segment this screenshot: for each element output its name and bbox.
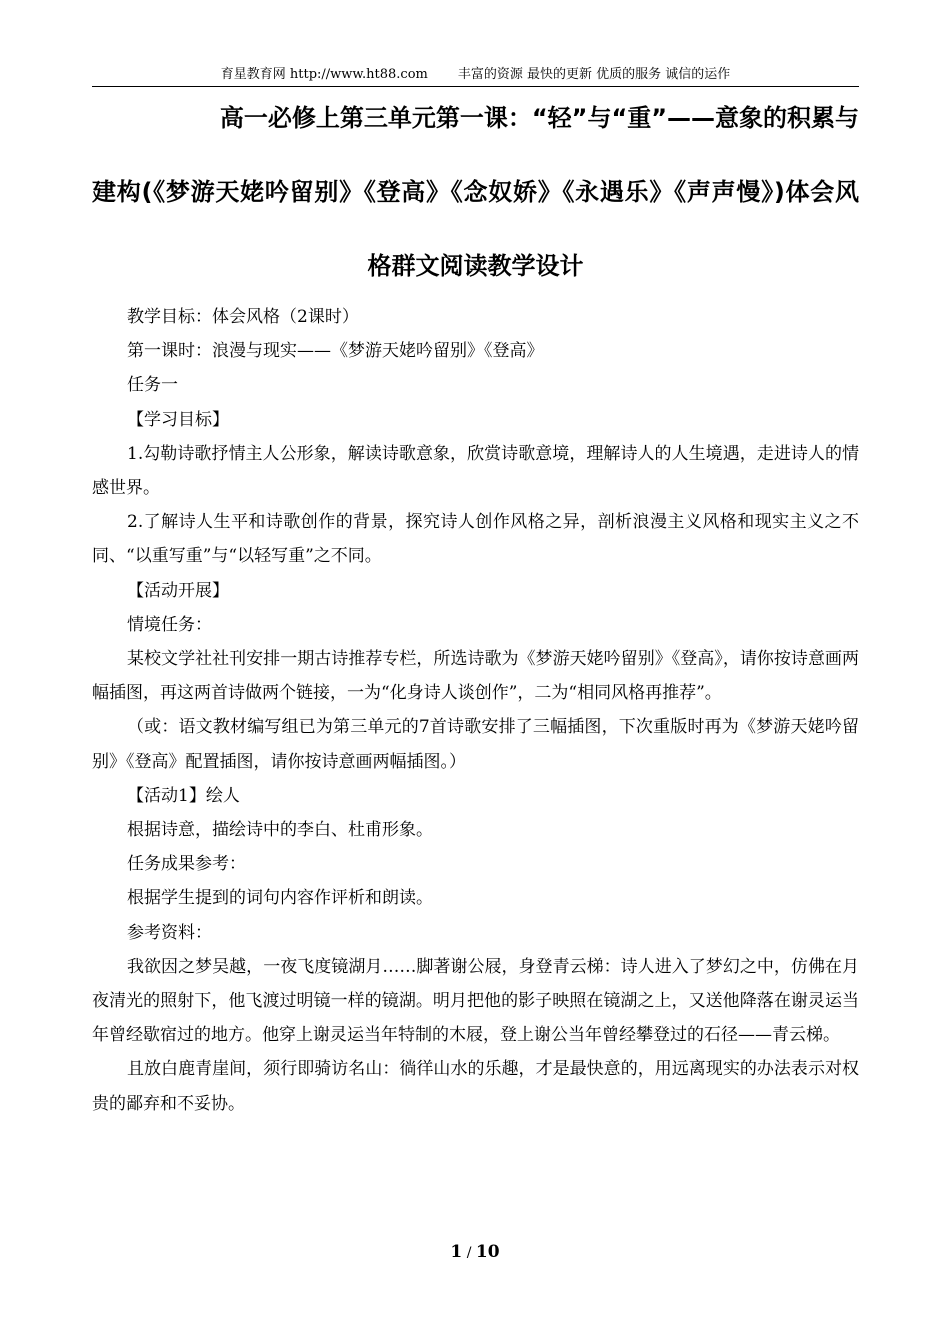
page-number <box>0 1240 950 1265</box>
task-result-label: 任务成果参考： <box>127 854 246 875</box>
document-body <box>92 300 859 1121</box>
learning-goal-2: 2.了解诗人生平和诗歌创作的背景，探究诗人创作风格之异，剖析浪漫主义风格和现实主义之不同、“以重写重”与“以轻写重”之不同。 <box>92 512 859 567</box>
reference-paragraph-2: 且放白鹿青崖间，须行即骑访名山：徜徉山水的乐趣，才是最快意的，用远离现实的办法表示对权贵的鄙弃和不妥协。 <box>92 1059 859 1114</box>
activity-1-text: 根据诗意，描绘诗中的李白、杜甫形象。 <box>127 820 433 841</box>
activity-1-heading: 【活动1】绘人 <box>127 785 240 806</box>
reference-paragraph-1: 我欲因之梦吴越，一夜飞度镜湖月……脚著谢公屐，身登青云梯：诗人进入了梦幻之中，仿佛在月夜清光的照射下，他飞渡过明镜一样的镜湖。明月把他的影子映照在镜湖之上，又送他降落在谢灵运当年曾经歇宿过的地方。他穿上谢灵运当年特制的木屐，登上谢公当年曾经攀登过的石径——青云梯。 <box>92 956 859 1046</box>
learning-goals-heading: 【学习目标】 <box>127 409 229 430</box>
task-result-text: 根据学生提到的词句内容作评析和朗读。 <box>127 888 433 909</box>
document-title-line-1: 高一必修上第三单元第一课：“轻”与“重”——意象的积累与 <box>219 104 859 132</box>
page-separator: / <box>462 1245 476 1261</box>
task-one-heading: 任务一 <box>127 375 178 396</box>
reference-label: 参考资料： <box>127 922 212 943</box>
document-title-line-3: 格群文阅读教学设计 <box>367 252 584 280</box>
situation-task-label: 情境任务： <box>127 614 212 635</box>
total-pages: 10 <box>475 1242 500 1262</box>
teaching-goal: 教学目标：体会风格（2课时） <box>127 307 359 327</box>
learning-goal-1: 1.勾勒诗歌抒情主人公形象，解读诗歌意象，欣赏诗歌意境，理解诗人的人生境遇，走进诗人的情感世界。 <box>92 443 859 499</box>
document-title-line-2: 建构(《梦游天姥吟留别》《登高》《念奴娇》《永遇乐》《声声慢》)体会风 <box>92 178 859 206</box>
header-slogan: 丰富的资源 最快的更新 优质的服务 诚信的运作 <box>457 67 731 82</box>
situation-task-text: 某校文学社社刊安排一期古诗推荐专栏，所选诗歌为《梦游天姥吟留别》《登高》，请你按诗意画两幅插图，再这两首诗做两个链接，一为“化身诗人谈创作”，二为“相同风格再推荐”。 <box>92 649 859 704</box>
header-site: 育星教育网 http://www.ht88.com <box>220 67 428 82</box>
lesson-one-heading: 第一课时：浪漫与现实——《梦游天姥吟留别》《登高》 <box>127 341 544 362</box>
alternative-task-text: （或：语文教材编写组已为第三单元的7首诗歌安排了三幅插图，下次重版时再为《梦游天姥吟留别》《登高》配置插图，请你按诗意画两幅插图。） <box>92 717 859 772</box>
page-header <box>92 64 859 87</box>
current-page: 1 <box>450 1242 463 1262</box>
activity-heading: 【活动开展】 <box>127 580 229 601</box>
